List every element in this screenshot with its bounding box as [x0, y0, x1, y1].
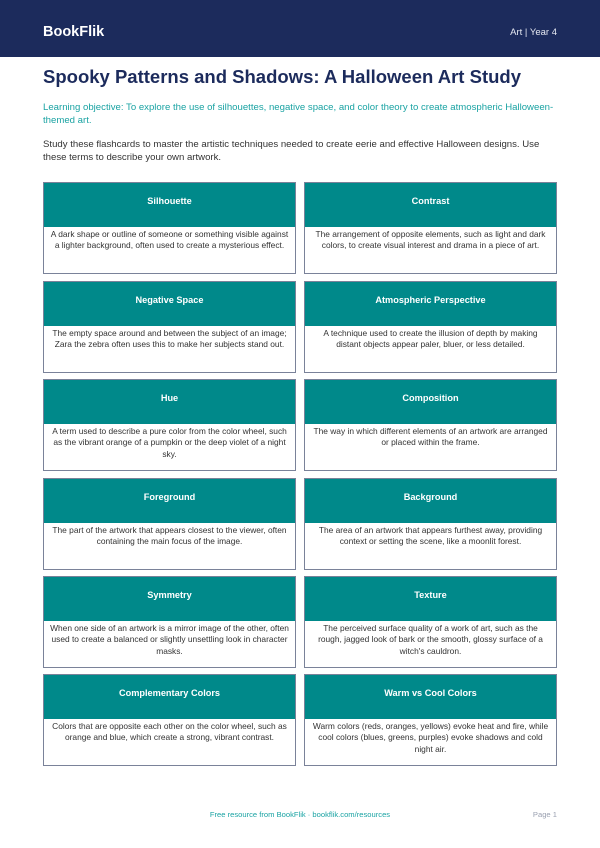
flashcard-definition: A term used to describe a pure color from the color wheel, such as the vibrant orange of a pumpkin or the deep violet of a night sky.: [52, 426, 287, 459]
flashcard: [43, 674, 296, 766]
flashcard-term: Complementary Colors: [118, 688, 221, 698]
flashcard: [304, 478, 557, 570]
flashcard-term: Contrast: [411, 196, 450, 206]
flashcard: [43, 182, 296, 274]
page-title: Spooky Patterns and Shadows: A Halloween Art Study: [43, 66, 521, 87]
flashcard: [304, 674, 557, 766]
flashcard-definition: The way in which different elements of an artwork are arranged or placed within the frame.: [313, 426, 548, 448]
flashcard-term: Warm vs Cool Colors: [384, 688, 477, 698]
flashcard-header: [305, 282, 556, 326]
learning-objective: Learning objective: To explore the use of silhouettes, negative space, and color theory to create atmospheric Halloween-themed art.: [43, 102, 554, 126]
flashcard-header: [44, 675, 295, 719]
footer-resource-link[interactable]: Free resource from BookFlik · bookflik.com/resources: [209, 810, 391, 819]
flashcard: [43, 379, 296, 471]
flashcard-header: [44, 577, 295, 621]
flashcard: [43, 478, 296, 570]
flashcard-header: [305, 479, 556, 523]
flashcard-term: Silhouette: [147, 196, 192, 206]
flashcard: [304, 182, 557, 274]
flashcard-term: Hue: [160, 393, 179, 403]
flashcard: [43, 281, 296, 373]
flashcard-header: [305, 577, 556, 621]
flashcard: [304, 576, 557, 668]
flashcard-definition: A dark shape or outline of someone or something visible against a lighter background, often used to create a mysterious effect.: [50, 229, 289, 251]
flashcard-definition: The arrangement of opposite elements, such as light and dark colors, to create visual interest and drama in a piece of art.: [315, 229, 546, 251]
flashcard-header: [44, 183, 295, 227]
flashcard-term: Texture: [414, 590, 447, 600]
page-number: Page 1: [532, 810, 557, 819]
flashcard-term: Foreground: [143, 492, 196, 502]
top-bar: [0, 0, 600, 57]
flashcard-definition: The area of an artwork that appears furthest away, providing context or setting the scene, like a moonlit forest.: [318, 525, 543, 547]
flashcard-definition: The perceived surface quality of a work of art, such as the rough, jagged look of bark or the smooth, glossy surface of a witch's cauldron.: [318, 623, 543, 656]
flashcard-term: Negative Space: [135, 295, 204, 305]
flashcard-definition: The empty space around and between the subject of an image; Zara the zebra often uses this to make her subjects stand out.: [52, 328, 287, 350]
flashcard-header: [305, 675, 556, 719]
flashcard: [304, 379, 557, 471]
flashcard-term: Composition: [402, 393, 459, 403]
intro-text: Study these flashcards to master the artistic techniques needed to create eerie and effective Halloween designs. Use these terms to describe your own artwork.: [43, 139, 540, 163]
flashcard-term: Background: [403, 492, 458, 502]
flashcard-definition: Colors that are opposite each other on the color wheel, such as orange and blue, which create a strong, vibrant contrast.: [52, 721, 287, 743]
flashcard: [43, 576, 296, 668]
flashcard-header: [44, 380, 295, 424]
flashcard-definition: The part of the artwork that appears closest to the viewer, often containing the main focus of the image.: [52, 525, 287, 547]
flashcard-header: [305, 183, 556, 227]
flashcard-term: Symmetry: [147, 590, 192, 600]
flashcard-term: Atmospheric Perspective: [375, 295, 486, 305]
flashcard: [304, 281, 557, 373]
flashcard-header: [44, 282, 295, 326]
flashcard-header: [44, 479, 295, 523]
subject-year-label: Art | Year 4: [510, 27, 557, 38]
flashcard-definition: Warm colors (reds, oranges, yellows) evoke heat and fire, while cool colors (blues, greens, purples) evoke shadows and cold night air.: [312, 721, 549, 754]
flashcard-definition: When one side of an artwork is a mirror image of the other, often used to create a balanced or slightly unsettling look in character masks.: [50, 623, 289, 656]
flashcard-definition: A technique used to create the illusion of depth by making distant objects appear paler, bluer, or less detailed.: [323, 328, 538, 350]
brand-logo[interactable]: BookFlik: [43, 24, 105, 40]
flashcard-header: [305, 380, 556, 424]
